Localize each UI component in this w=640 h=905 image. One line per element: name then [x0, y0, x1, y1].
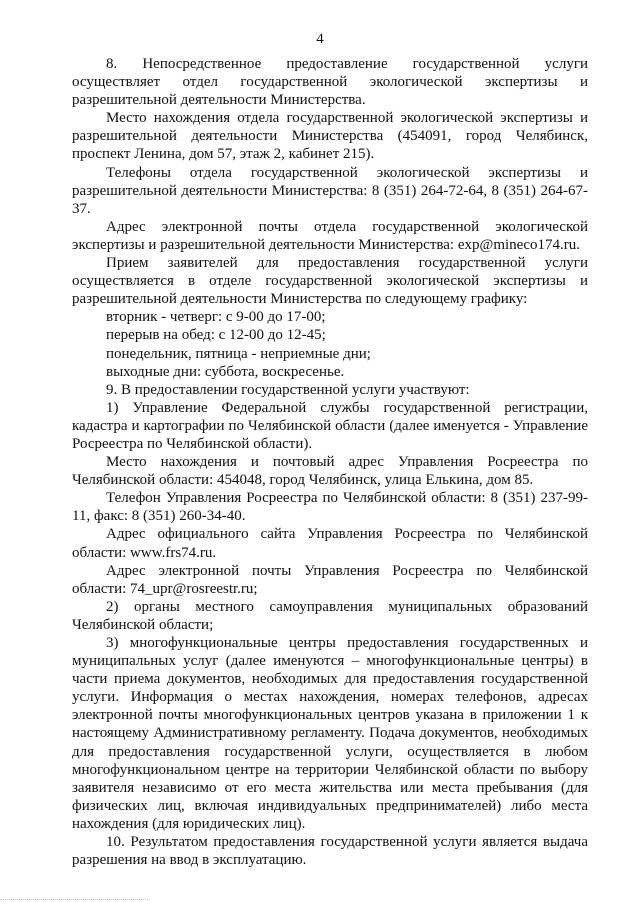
paragraph-reception-schedule: Прием заявителей для предоставления государственной услуги осуществляется в отделе государственной экологической экспертизы и разрешительной деятельности Министерства по следующему графику: — [72, 255, 588, 308]
schedule-line-working-days: вторник - четверг: с 9-00 до 17-00; — [106, 309, 326, 326]
paragraph-8-provider: 8. Непосредственное предоставление государственной услуги осуществляет отдел государственной экологической экспертизы и разрешительной деятельности Министерства. — [72, 56, 588, 109]
schedule-line-non-reception-days: понедельник, пятница - неприемные дни; — [106, 345, 371, 362]
paragraph-department-email: Адрес электронной почты отдела государственной экологической экспертизы и разрешительной деятельности Министерства: exp@mineco174.ru. — [72, 218, 588, 253]
paragraph-rosreestr-email: Адрес электронной почты Управления Росреестра по Челябинской области: 74_upr@rosreestr.ru; — [72, 562, 588, 597]
page-number: 4 — [316, 31, 324, 47]
paragraph-rosreestr-phone: Телефон Управления Росреестра по Челябинской области: 8 (351) 237-99-11, факс: 8 (351) 260-34-40. — [72, 490, 588, 525]
paragraph-rosreestr-office: 1) Управление Федеральной службы государственной регистрации, кадастра и картографии по Челябинской области (далее именуется - Управление Росреестра по Челябинской области). — [72, 399, 588, 452]
schedule-line-weekend: выходные дни: суббота, воскресенье. — [106, 363, 345, 380]
document-body — [72, 55, 588, 869]
paragraph-department-location: Место нахождения отдела государственной экологической экспертизы и разрешительной деятельности Министерства (454091, город Челябинск, проспект Ленина, дом 57, этаж 2, кабинет 215). — [72, 110, 588, 163]
paragraph-mfc-centers: 3) многофункциональные центры предоставления государственных и муниципальных услуг (далее именуются – многофункциональные центры) в части приема документов, необходимых для предоставления государственной услуги. Информация о местах нахождения, номерах телефонов, адресах электронной почты многофункциональных центров указана в приложении 1 к настоящему Административному регламенту. Подача документов, необходимых для предоставления государственной услуги, осуществляется в любом многофункциональном центре на территории Челябинской области по выбору заявителя независимо от его места жительства или места пребывания (для физических лиц, включая индивидуальных предпринимателей) либо места нахождения (для юридических лиц). — [72, 635, 588, 832]
paragraph-rosreestr-website: Адрес официального сайта Управления Росреестра по Челябинской области: www.frs74.ru. — [72, 526, 588, 561]
paragraph-rosreestr-address: Место нахождения и почтовый адрес Управления Росреестра по Челябинской области: 454048, город Челябинск, улица Елькина, дом 85. — [72, 454, 588, 489]
schedule-line-lunch-break: перерыв на обед: с 12-00 до 12-45; — [106, 327, 326, 344]
paragraph-department-phones: Телефоны отдела государственной экологической экспертизы и разрешительной деятельности Министерства: 8 (351) 264-72-64, 8 (351) 264-67-37. — [72, 164, 588, 217]
paragraph-local-governments: 2) органы местного самоуправления муниципальных образований Челябинской области; — [72, 598, 588, 633]
paragraph-10-result: 10. Результатом предоставления государственной услуги является выдача разрешения на ввод в эксплуатацию. — [72, 834, 588, 869]
scan-edge-line — [0, 899, 150, 900]
paragraph-9-participants: 9. В предоставлении государственной услуги участвуют: — [106, 381, 470, 398]
